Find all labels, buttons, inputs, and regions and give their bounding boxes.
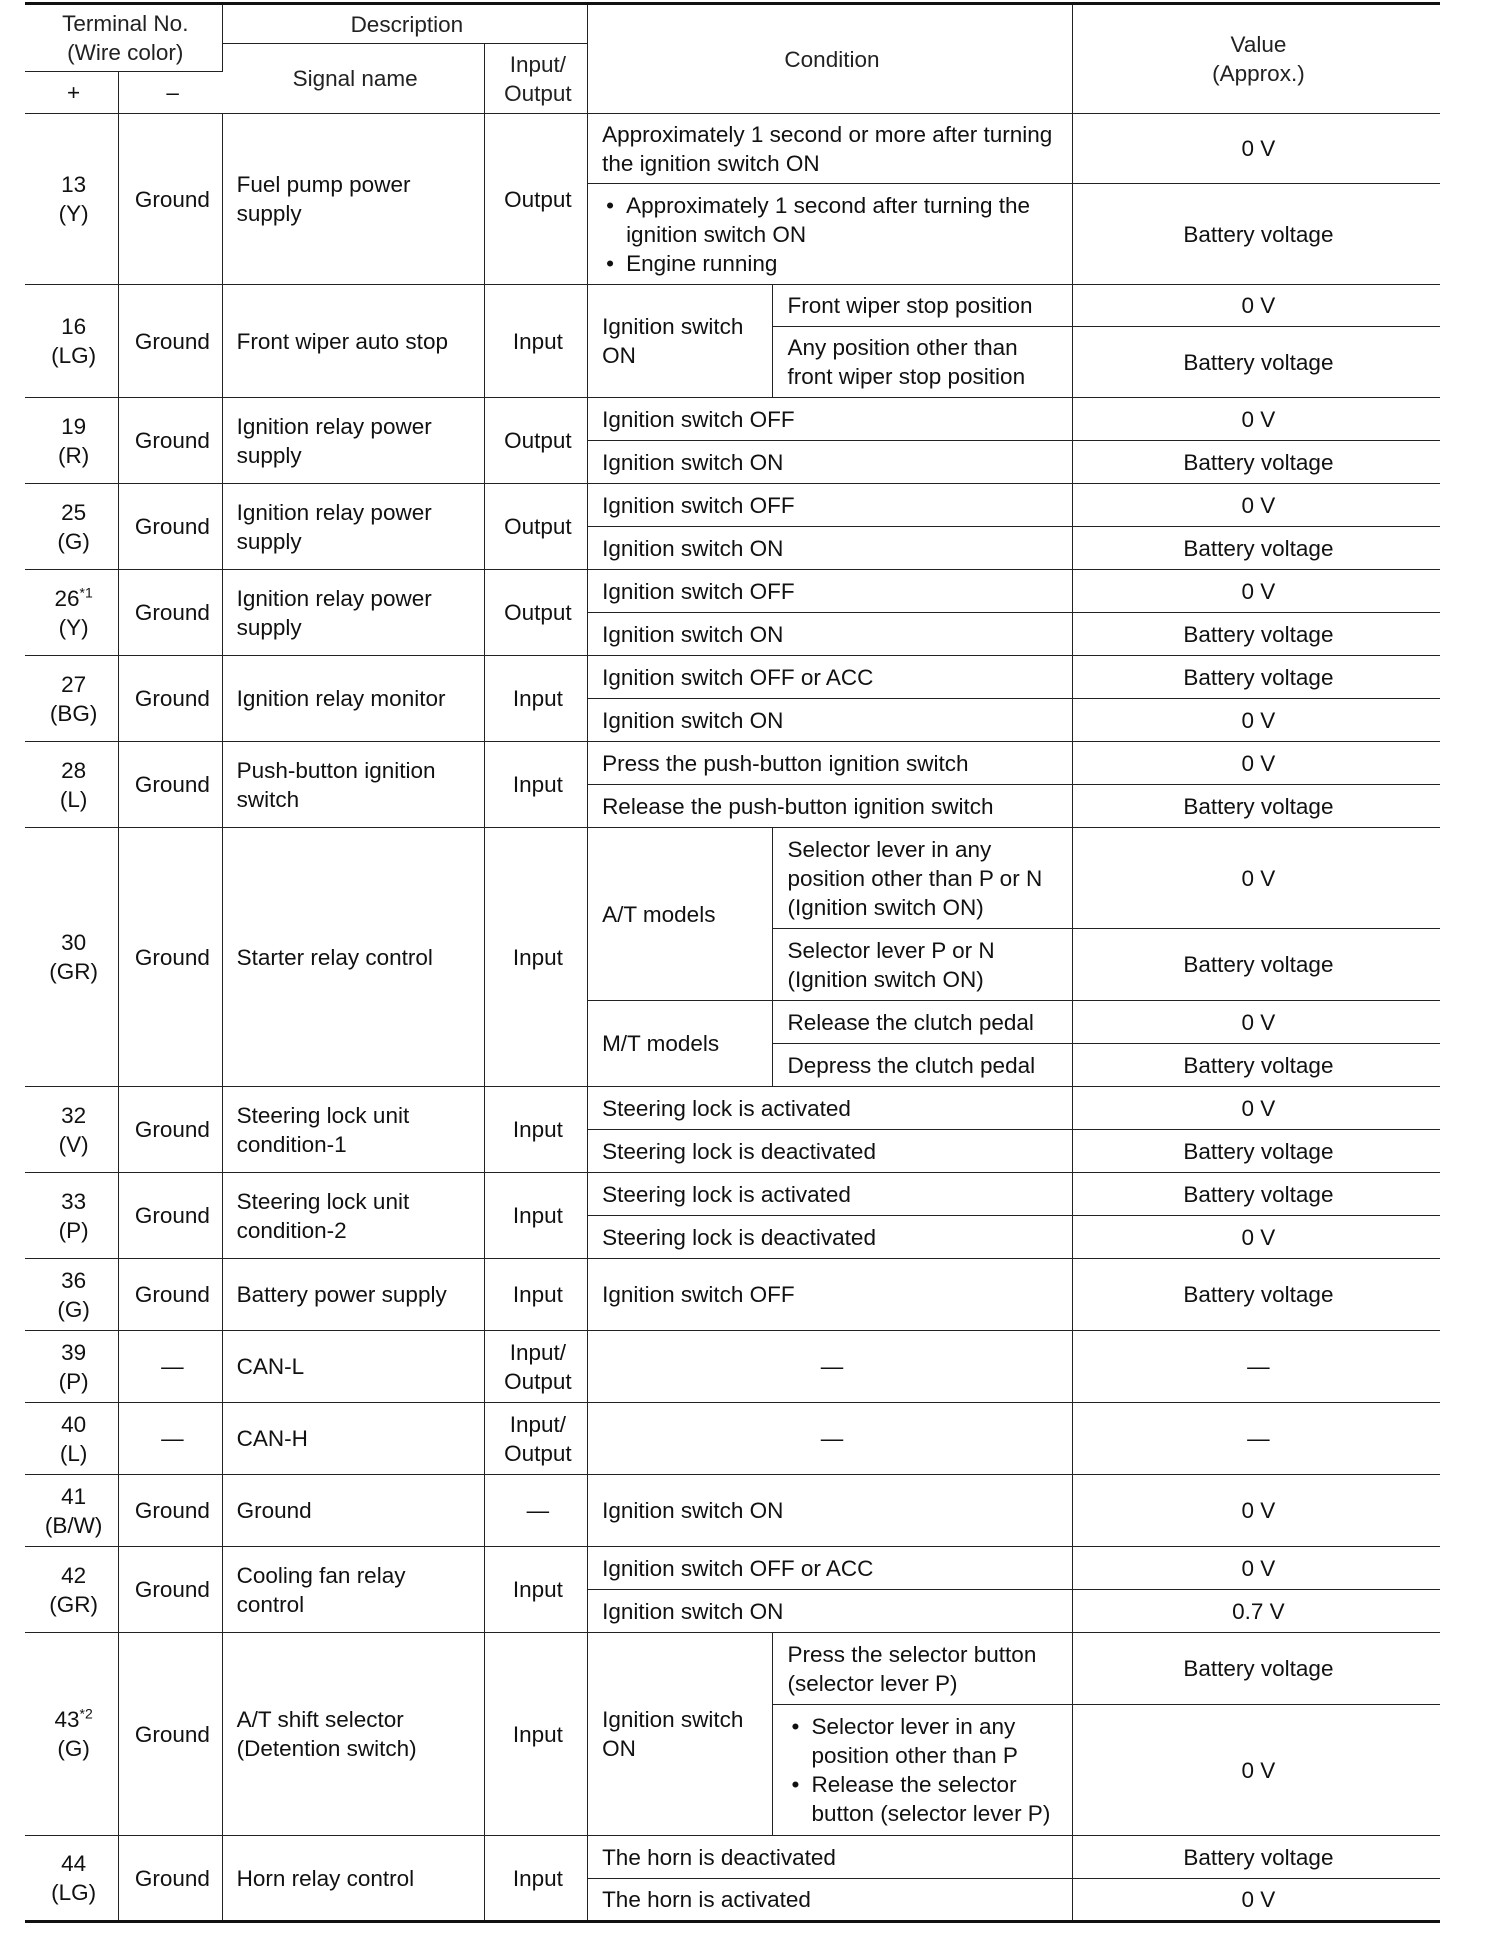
table-row [25, 570, 1440, 613]
footnote-mark: *1 [79, 584, 93, 600]
terminal-cell: 39 (P) [25, 1331, 119, 1403]
signal-cell: Starter relay control [222, 828, 484, 1087]
io-cell: Input [484, 1633, 587, 1836]
io-cell: Input [484, 1173, 587, 1259]
signal-cell: Battery power supply [222, 1259, 484, 1331]
minus-cell: Ground [119, 1259, 222, 1331]
terminal-cell: 16 (LG) [25, 285, 119, 398]
bullet-item: • Engine running [602, 249, 1062, 278]
condition-sub-cell: Selector lever P or N (Ignition switch ON) [773, 929, 1072, 1001]
terminal-cell: 43$^{*2}$ (G) [25, 1633, 119, 1836]
condition-sub-cell: Release the clutch pedal [773, 1001, 1072, 1044]
value-cell: 0 V [1072, 828, 1440, 929]
table-row [25, 1173, 1440, 1216]
condition-cell: Ignition switch OFF or ACC [588, 1547, 1073, 1590]
signal-cell: Ignition relay monitor [222, 656, 484, 742]
table-row [25, 114, 1440, 184]
value-cell: Battery voltage [1072, 1173, 1440, 1216]
condition-cell: Press the push-button ignition switch [588, 742, 1073, 785]
terminal-spec-sheet [25, 2, 1440, 1947]
io-cell: Input [484, 1087, 587, 1173]
value-cell: 0 V [1072, 484, 1440, 527]
condition-cell: Approximately 1 second or more after turning the ignition switch ON [588, 114, 1073, 184]
table-row [25, 1403, 1440, 1475]
table-row [25, 285, 1440, 327]
minus-cell: Ground [119, 1475, 222, 1547]
signal-cell: Fuel pump power supply [222, 114, 484, 285]
minus-cell: Ground [119, 1547, 222, 1633]
value-cell: Battery voltage [1072, 527, 1440, 570]
terminal-cell: 25 (G) [25, 484, 119, 570]
table-row [25, 484, 1440, 527]
header-terminal: Terminal No. (Wire color) [25, 4, 222, 72]
header-value: Value (Approx.) [1072, 4, 1440, 114]
minus-cell: Ground [119, 742, 222, 828]
terminal-cell: 41 (B/W) [25, 1475, 119, 1547]
minus-cell: Ground [119, 484, 222, 570]
condition-cell: Ignition switch OFF [588, 398, 1073, 441]
bullet-item: • Approximately 1 second after turning the ignition switch ON [602, 191, 1062, 249]
condition-main-cell: M/T models [588, 1001, 773, 1087]
table-row [25, 1836, 1440, 1879]
signal-cell: Steering lock unit condition-1 [222, 1087, 484, 1173]
minus-cell: Ground [119, 1633, 222, 1836]
io-cell: Output [484, 484, 587, 570]
condition-cell: Ignition switch OFF or ACC [588, 656, 1073, 699]
value-cell: Battery voltage [1072, 1259, 1440, 1331]
minus-cell: Ground [119, 828, 222, 1087]
terminal-cell: 36 (G) [25, 1259, 119, 1331]
value-cell: — [1072, 1331, 1440, 1403]
condition-cell: Ignition switch OFF [588, 570, 1073, 613]
minus-cell: Ground [119, 1836, 222, 1922]
condition-cell: Ignition switch OFF [588, 1259, 1073, 1331]
signal-cell: Horn relay control [222, 1836, 484, 1922]
value-cell: 0 V [1072, 570, 1440, 613]
terminal-cell: 19 (R) [25, 398, 119, 484]
value-cell: 0 V [1072, 742, 1440, 785]
condition-main-cell: Ignition switch ON [588, 1633, 773, 1836]
io-cell: Input/ Output [484, 1403, 587, 1475]
io-cell: Input [484, 656, 587, 742]
value-cell: 0 V [1072, 114, 1440, 184]
signal-cell: Ignition relay power supply [222, 484, 484, 570]
io-cell: Input [484, 1836, 587, 1922]
condition-sub-cell: Selector lever in any position other than P or N (Ignition switch ON) [773, 828, 1072, 929]
value-cell: 0 V [1072, 398, 1440, 441]
terminal-cell: 28 (L) [25, 742, 119, 828]
signal-cell: A/T shift selector (Detention switch) [222, 1633, 484, 1836]
value-cell: Battery voltage [1072, 441, 1440, 484]
value-cell: 0 V [1072, 1216, 1440, 1259]
value-cell: Battery voltage [1072, 785, 1440, 828]
condition-main-cell: A/T models [588, 828, 773, 1001]
signal-cell: Push-button ignition switch [222, 742, 484, 828]
value-cell: 0 V [1072, 285, 1440, 327]
header-row [25, 4, 1440, 44]
terminal-cell: 33 (P) [25, 1173, 119, 1259]
io-cell: Input [484, 1259, 587, 1331]
terminal-cell: 27 (BG) [25, 656, 119, 742]
table-row [25, 828, 1440, 929]
table-row [25, 1633, 1440, 1705]
condition-main-cell: Ignition switch ON [588, 285, 773, 398]
condition-cell: Release the push-button ignition switch [588, 785, 1073, 828]
condition-sub-cell: Any position other than front wiper stop position [773, 327, 1072, 398]
table-row [25, 656, 1440, 699]
value-cell: 0 V [1072, 1475, 1440, 1547]
condition-cell [588, 184, 1073, 285]
value-cell: Battery voltage [1072, 1130, 1440, 1173]
value-cell: — [1072, 1403, 1440, 1475]
value-cell: 0 V [1072, 1001, 1440, 1044]
table-row [25, 1331, 1440, 1403]
minus-cell: — [119, 1331, 222, 1403]
minus-cell: — [119, 1403, 222, 1475]
terminal-cell: 32 (V) [25, 1087, 119, 1173]
signal-cell: Front wiper auto stop [222, 285, 484, 398]
io-cell: Input [484, 1547, 587, 1633]
signal-cell: CAN-L [222, 1331, 484, 1403]
io-cell: Output [484, 398, 587, 484]
io-cell: Input [484, 285, 587, 398]
condition-cell: Ignition switch ON [588, 613, 1073, 656]
minus-cell: Ground [119, 570, 222, 656]
condition-cell: Ignition switch ON [588, 1475, 1073, 1547]
minus-cell: Ground [119, 1087, 222, 1173]
terminal-cell: 13 (Y) [25, 114, 119, 285]
value-cell: Battery voltage [1072, 1044, 1440, 1087]
value-cell: 0 V [1072, 1547, 1440, 1590]
io-cell: Output [484, 570, 587, 656]
condition-sub-cell [773, 1705, 1072, 1836]
terminal-cell: 26$^{*1}$ (Y) [25, 570, 119, 656]
table-row [25, 398, 1440, 441]
condition-cell: — [588, 1403, 1073, 1475]
condition-cell: Steering lock is deactivated [588, 1130, 1073, 1173]
signal-cell: CAN-H [222, 1403, 484, 1475]
bullet-item: • Selector lever in any position other than P [787, 1712, 1061, 1770]
table-row [25, 742, 1440, 785]
header-signal-name: Signal name [222, 44, 484, 114]
value-cell: 0 V [1072, 1879, 1440, 1922]
header-minus: – [119, 72, 222, 114]
minus-cell: Ground [119, 1173, 222, 1259]
minus-cell: Ground [119, 656, 222, 742]
signal-cell: Cooling fan relay control [222, 1547, 484, 1633]
condition-cell: Ignition switch ON [588, 1590, 1073, 1633]
condition-cell: — [588, 1331, 1073, 1403]
condition-sub-cell: Depress the clutch pedal [773, 1044, 1072, 1087]
value-cell: Battery voltage [1072, 1633, 1440, 1705]
header-description: Description [222, 4, 587, 44]
table-row [25, 1259, 1440, 1331]
minus-cell: Ground [119, 285, 222, 398]
value-cell: Battery voltage [1072, 1836, 1440, 1879]
signal-cell: Steering lock unit condition-2 [222, 1173, 484, 1259]
condition-sub-cell: Press the selector button (selector lever P) [773, 1633, 1072, 1705]
terminal-cell: 44 (LG) [25, 1836, 119, 1922]
minus-cell: Ground [119, 114, 222, 285]
io-cell: — [484, 1475, 587, 1547]
value-cell: 0.7 V [1072, 1590, 1440, 1633]
header-condition: Condition [588, 4, 1073, 114]
io-cell: Input/ Output [484, 1331, 587, 1403]
condition-cell: Ignition switch ON [588, 699, 1073, 742]
condition-sub-cell: Front wiper stop position [773, 285, 1072, 327]
value-cell: 0 V [1072, 699, 1440, 742]
signal-cell: Ignition relay power supply [222, 398, 484, 484]
condition-cell: Steering lock is activated [588, 1087, 1073, 1130]
terminal-cell: 42 (GR) [25, 1547, 119, 1633]
io-cell: Output [484, 114, 587, 285]
value-cell: 0 V [1072, 1705, 1440, 1836]
bullet-item: • Release the selector button (selector lever P) [787, 1770, 1061, 1828]
signal-cell: Ground [222, 1475, 484, 1547]
value-cell: 0 V [1072, 1087, 1440, 1130]
signal-cell: Ignition relay power supply [222, 570, 484, 656]
value-cell: Battery voltage [1072, 929, 1440, 1001]
terminal-cell: 30 (GR) [25, 828, 119, 1087]
table-row [25, 1087, 1440, 1130]
condition-cell: The horn is deactivated [588, 1836, 1073, 1879]
value-cell: Battery voltage [1072, 656, 1440, 699]
value-cell: Battery voltage [1072, 327, 1440, 398]
footnote-mark: *2 [79, 1705, 93, 1722]
condition-cell: Ignition switch ON [588, 441, 1073, 484]
condition-cell: Ignition switch ON [588, 527, 1073, 570]
condition-cell: Ignition switch OFF [588, 484, 1073, 527]
io-cell: Input [484, 742, 587, 828]
value-cell: Battery voltage [1072, 613, 1440, 656]
terminal-table [25, 2, 1440, 1923]
header-plus: + [25, 72, 119, 114]
header-io: Input/ Output [484, 44, 587, 114]
condition-cell: Steering lock is activated [588, 1173, 1073, 1216]
condition-cell: The horn is activated [588, 1879, 1073, 1922]
table-row [25, 1547, 1440, 1590]
condition-cell: Steering lock is deactivated [588, 1216, 1073, 1259]
table-row [25, 1475, 1440, 1547]
value-cell: Battery voltage [1072, 184, 1440, 285]
minus-cell: Ground [119, 398, 222, 484]
terminal-cell: 40 (L) [25, 1403, 119, 1475]
io-cell: Input [484, 828, 587, 1087]
